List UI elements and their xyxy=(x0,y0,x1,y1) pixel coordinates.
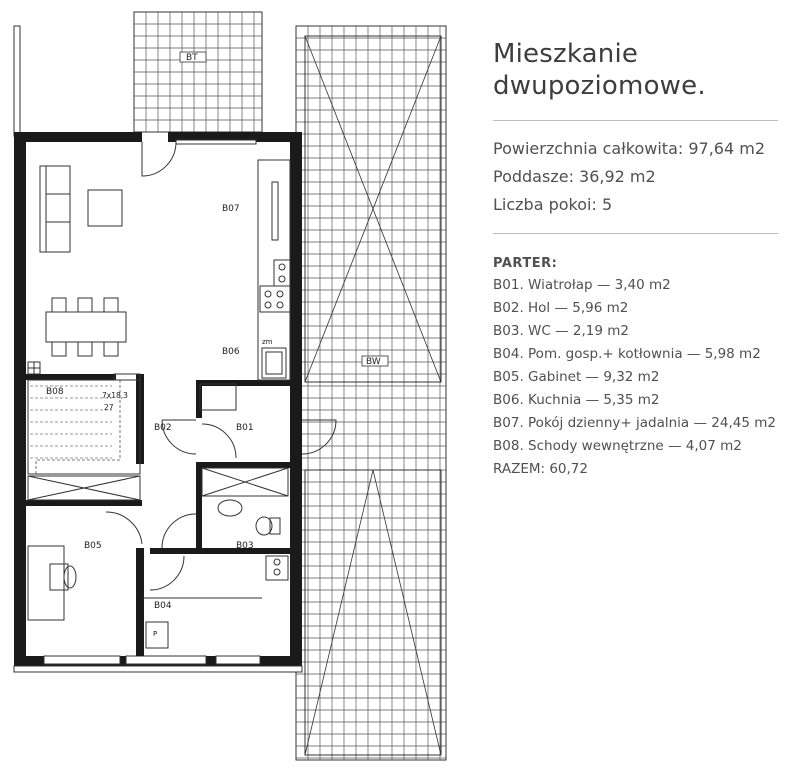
room-total: RAZEM: 60,72 xyxy=(493,461,588,477)
label-b08: B08 xyxy=(46,387,64,397)
hall-storage xyxy=(28,384,288,500)
room-b06: B06. Kuchnia — 5,35 m2 xyxy=(493,392,660,408)
label-b02: B02 xyxy=(154,423,172,433)
wc-fixtures xyxy=(218,500,288,580)
room-b04: B04. Pom. gosp.+ kotłownia — 5,98 m2 xyxy=(493,346,761,362)
label-stair-steps: 7x18,3 xyxy=(102,391,128,400)
label-b06: B06 xyxy=(222,347,240,357)
title-line-1: Mieszkanie xyxy=(493,39,639,69)
summary-total-area: Powierzchnia całkowita: 97,64 m2 xyxy=(493,139,766,158)
label-b04: B04 xyxy=(154,601,172,611)
kitchen-unit xyxy=(258,160,290,380)
room-b05: B05. Gabinet — 9,32 m2 xyxy=(493,369,660,385)
room-b03: B03. WC — 2,19 m2 xyxy=(493,323,629,339)
terrace-bw xyxy=(296,26,446,760)
label-b05: B05 xyxy=(84,541,102,551)
label-b03: B03 xyxy=(236,541,254,551)
title-line-2: dwupoziomowe. xyxy=(493,71,706,101)
summary xyxy=(493,135,783,219)
section-heading: PARTER: xyxy=(493,256,558,271)
info-panel xyxy=(493,38,783,481)
label-b01: B01 xyxy=(236,423,254,433)
label-bw: BW xyxy=(366,357,381,367)
label-b07: B07 xyxy=(222,204,240,214)
outer-walls xyxy=(14,132,302,672)
inner-walls xyxy=(26,374,292,656)
room-list xyxy=(493,274,783,481)
room-b08: B08. Schody wewnętrzne — 4,07 m2 xyxy=(493,438,742,454)
divider-top xyxy=(493,120,778,121)
label-bt: BT xyxy=(186,53,198,63)
living-room-furniture xyxy=(40,166,126,356)
label-zm: zm xyxy=(262,338,273,346)
summary-attic: Poddasze: 36,92 m2 xyxy=(493,167,656,186)
room-b07: B07. Pokój dzienny+ jadalnia — 24,45 m2 xyxy=(493,415,776,431)
study-desk xyxy=(28,546,76,620)
divider-bottom xyxy=(493,233,778,234)
label-stair-depth: 27 xyxy=(104,403,114,412)
title xyxy=(493,38,783,102)
terrace-bt xyxy=(134,12,262,132)
label-p: P xyxy=(153,630,158,638)
room-b01: B01. Wiatrołap — 3,40 m2 xyxy=(493,277,671,293)
summary-rooms: Liczba pokoi: 5 xyxy=(493,195,613,214)
room-b02: B02. Hol — 5,96 m2 xyxy=(493,300,629,316)
